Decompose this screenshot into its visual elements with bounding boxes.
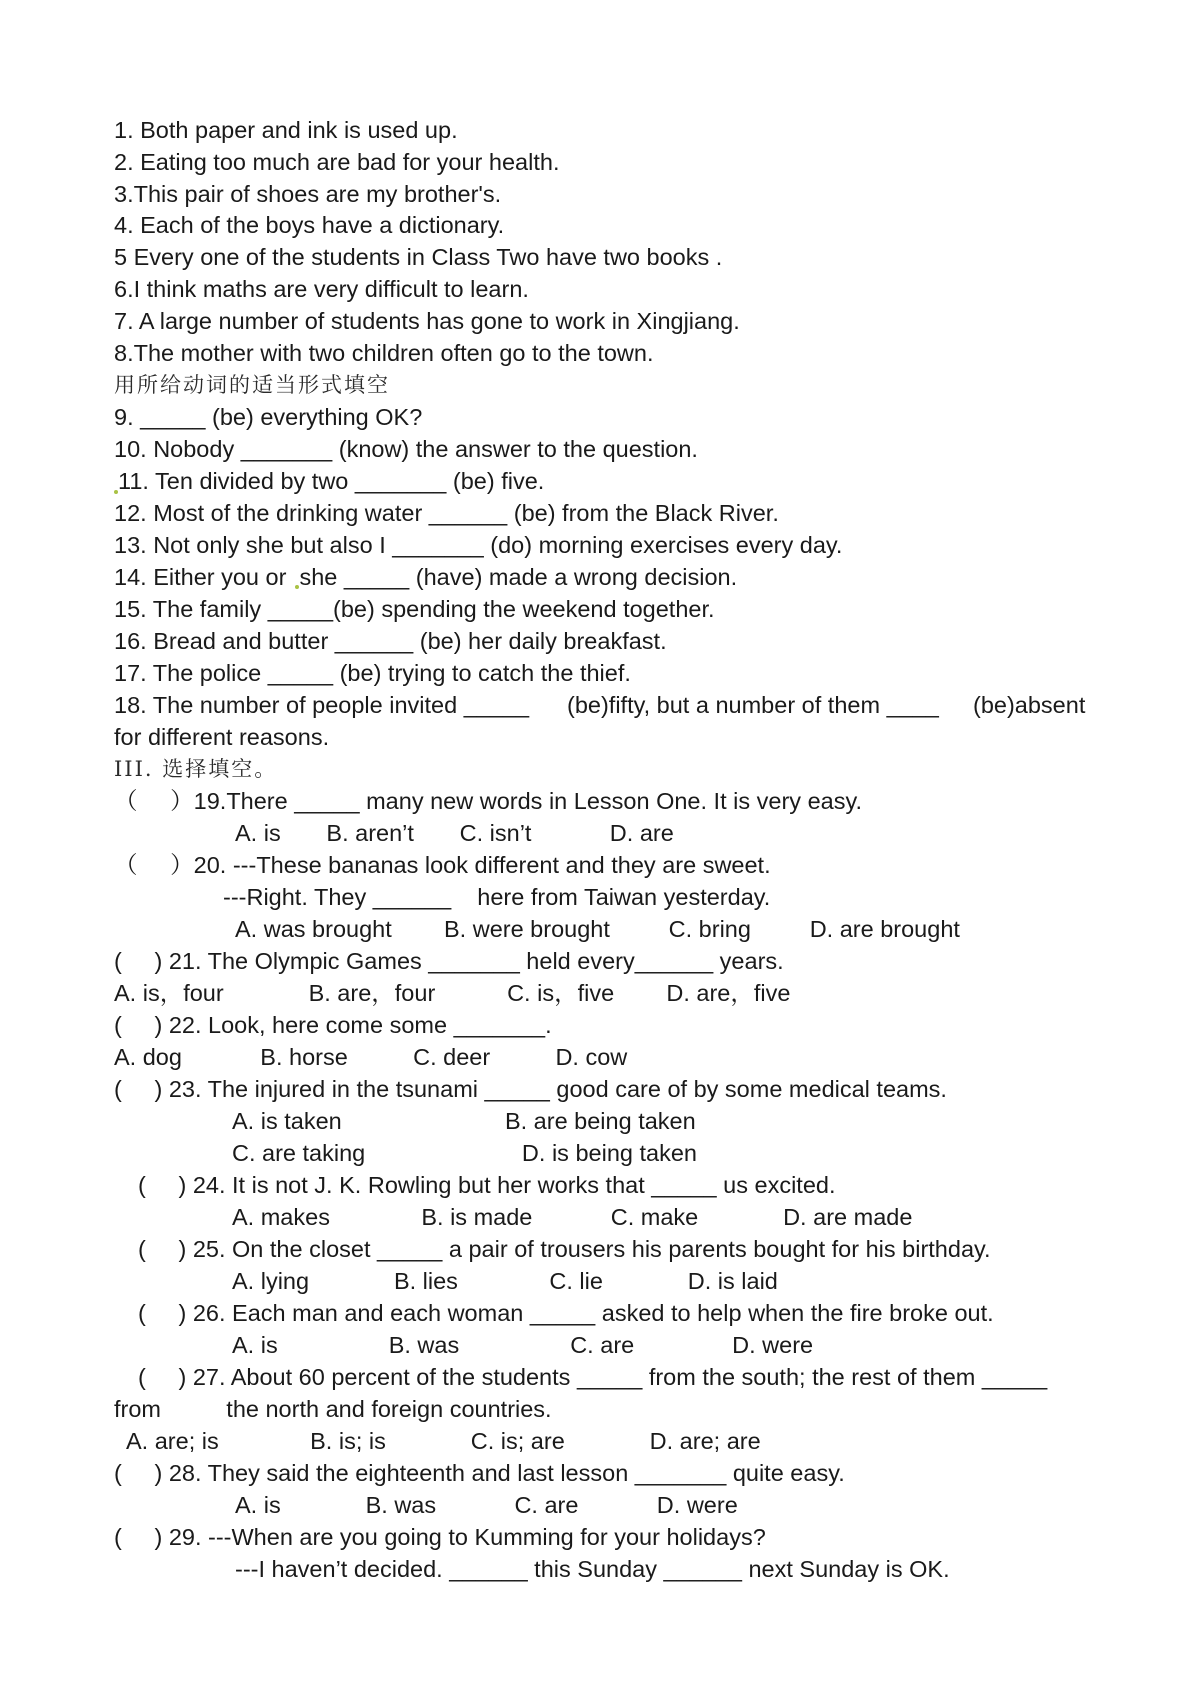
sentence-4: 4. Each of the boys have a dictionary. (114, 212, 505, 238)
question-26-options: A. is B. was C. are D. were (232, 1332, 814, 1358)
question-27-continued: from the north and foreign countries. (114, 1396, 552, 1422)
question-23-options-row-1: A. is taken B. are being taken (232, 1108, 696, 1134)
question-26: ( ) 26. Each man and each woman _____ asked to help when the fire broke out. (138, 1300, 994, 1326)
sentence-1: 1. Both paper and ink is used up. (114, 117, 458, 143)
question-27: ( ) 27. About 60 percent of the students _____ from the south; the rest of them _____ (138, 1364, 1048, 1390)
question-17: 17. The police _____ (be) trying to catch the thief. (114, 660, 631, 686)
sentence-5: 5 Every one of the students in Class Two have two books . (114, 244, 723, 270)
sentence-6: 6.I think maths are very difficult to learn. (114, 276, 529, 302)
sentence-3: 3.This pair of shoes are my brother's. (114, 181, 502, 207)
question-24: ( ) 24. It is not J. K. Rowling but her works that _____ us excited. (138, 1172, 836, 1198)
question-14: 14. Either you or she _____ (have) made a wrong decision. (114, 564, 738, 590)
question-20-options: A. was brought B. were brought C. bring D. are brought (235, 916, 960, 942)
question-24-options: A. makes B. is made C. make D. are made (232, 1204, 913, 1230)
question-11: 11. Ten divided by two _______ (be) five. (118, 468, 545, 494)
question-23-options-row-2: C. are taking D. is being taken (232, 1140, 697, 1166)
question-18-part-3: (be)absent (973, 692, 1086, 718)
question-10: 10. Nobody _______ (know) the answer to the question. (114, 436, 698, 462)
question-21-options: A. is，four B. are，four C. is，five D. are，five (114, 980, 791, 1006)
question-18-part-2: (be)fifty, but a number of them ____ (567, 692, 939, 718)
question-22: ( ) 22. Look, here come some _______. (114, 1012, 552, 1038)
question-16: 16. Bread and butter ______ (be) her daily breakfast. (114, 628, 667, 654)
question-28: ( ) 28. They said the eighteenth and last lesson _______ quite easy. (114, 1460, 845, 1486)
question-25: ( ) 25. On the closet _____ a pair of trousers his parents bought for his birthday. (138, 1236, 991, 1262)
question-13: 13. Not only she but also I _______ (do) morning exercises every day. (114, 532, 843, 558)
question-21: ( ) 21. The Olympic Games _______ held every______ years. (114, 948, 784, 974)
question-22-options: A. dog B. horse C. deer D. cow (114, 1044, 628, 1070)
question-19-options: A. is B. aren’t C. isn’t D. are (235, 820, 674, 846)
question-23: ( ) 23. The injured in the tsunami _____ good care of by some medical teams. (114, 1076, 947, 1102)
question-28-options: A. is B. was C. are D. were (235, 1492, 738, 1518)
question-12: 12. Most of the drinking water ______ (be) from the Black River. (114, 500, 779, 526)
question-25-options: A. lying B. lies C. lie D. is laid (232, 1268, 778, 1294)
question-19: （ ）19.There _____ many new words in Lesson One. It is very easy. (114, 788, 862, 814)
question-20: （ ）20. ---These bananas look different and they are sweet. (114, 852, 771, 878)
question-9: 9. _____ (be) everything OK? (114, 404, 423, 430)
question-15: 15. The family _____(be) spending the weekend together. (114, 596, 715, 622)
question-18-part-1: 18. The number of people invited _____ (114, 692, 530, 718)
sentence-2: 2. Eating too much are bad for your health. (114, 149, 560, 175)
sentence-8: 8.The mother with two children often go to the town. (114, 340, 654, 366)
section-heading-verb-forms: 用所给动词的适当形式填空 (114, 373, 390, 397)
question-29: ( ) 29. ---When are you going to Kumming for your holidays? (114, 1524, 766, 1550)
sentence-7: 7. A large number of students has gone to work in Xingjiang. (114, 308, 740, 334)
question-29-line-2: ---I haven’t decided. ______ this Sunday ______ next Sunday is OK. (235, 1556, 950, 1582)
question-20-line-2: ---Right. They ______ here from Taiwan yesterday. (223, 884, 771, 910)
question-27-options: A. are; is B. is; is C. is; are D. are; are (126, 1428, 761, 1454)
section-heading-multiple-choice: III. 选择填空。 (114, 757, 278, 781)
question-18-continued: for different reasons. (114, 724, 330, 750)
